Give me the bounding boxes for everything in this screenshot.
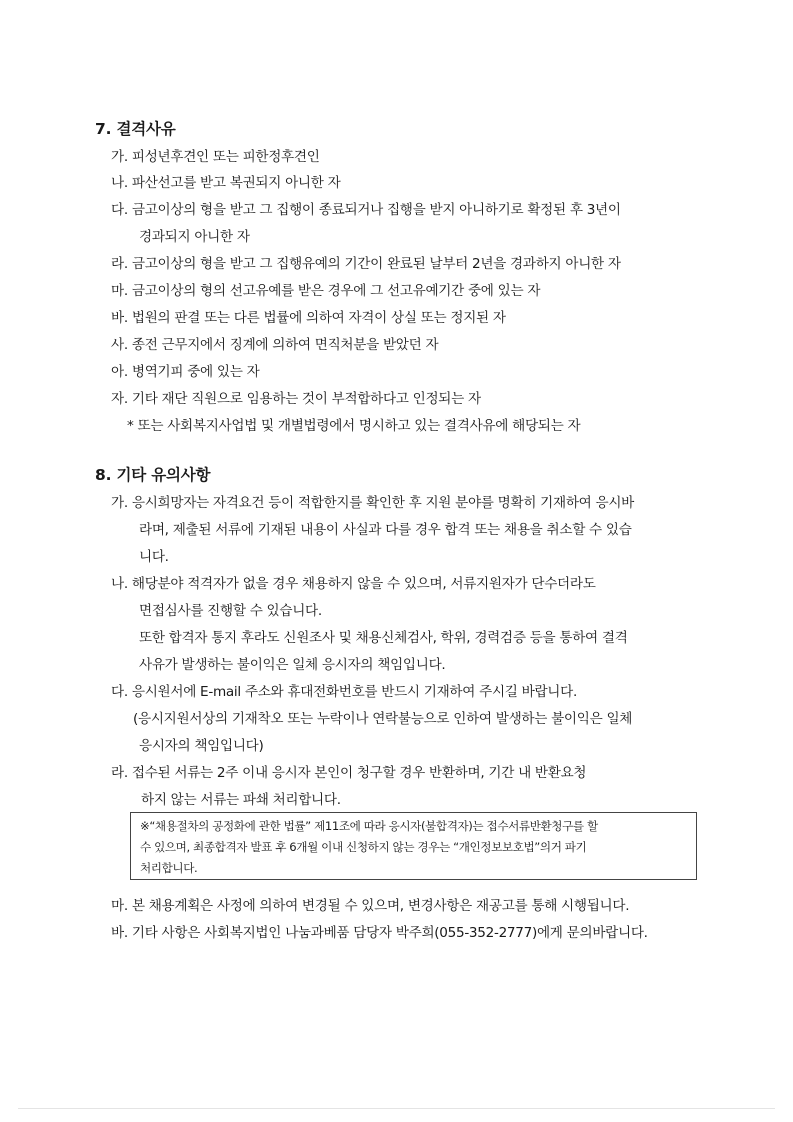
section-8-item-na-cont3: 사유가 발생하는 불이익은 일체 응시자의 책임입니다. <box>139 657 446 673</box>
section-8-item-ga-cont1: 라며, 제출된 서류에 기재된 내용이 사실과 다를 경우 합격 또는 채용을 취소할 수 있습 <box>139 522 632 538</box>
notice-line-2: 수 있으며, 최종합격자 발표 후 6개월 이내 신청하지 않는 경우는 “개인정보보호법”의거 파기 <box>140 840 587 854</box>
section-8-item-da-cont2: 응시자의 책임입니다) <box>139 738 264 754</box>
section-7-footnote: * 또는 사회복지사업법 및 개별법령에서 명시하고 있는 결격사유에 해당되는 자 <box>127 418 581 434</box>
page-bottom-rule <box>18 1108 775 1109</box>
section-8-item-ra-cont: 하지 않는 서류는 파쇄 처리합니다. <box>141 792 341 808</box>
section-8-item-ra: 라. 접수된 서류는 2주 이내 응시자 본인이 청구할 경우 반환하며, 기간 내 반환요청 <box>111 765 587 781</box>
section-7-item-a: 아. 병역기피 중에 있는 자 <box>111 364 260 380</box>
notice-line-3: 처리합니다. <box>140 861 198 875</box>
section-8-item-da-cont1: (응시지원서상의 기재착오 또는 누락이나 연락불능으로 인하여 발생하는 불이익은 일체 <box>133 711 633 727</box>
section-7-item-na: 나. 파산선고를 받고 복권되지 아니한 자 <box>111 175 341 191</box>
notice-box <box>130 812 697 880</box>
section-8-item-ma: 마. 본 채용계획은 사정에 의하여 변경될 수 있으며, 변경사항은 재공고를 통해 시행됩니다. <box>111 898 630 914</box>
section-8-item-na-cont1: 면접심사를 진행할 수 있습니다. <box>139 603 322 619</box>
section-8-item-ga-cont2: 니다. <box>139 549 169 565</box>
section-7-item-da: 다. 금고이상의 형을 받고 그 집행이 종료되거나 집행을 받지 아니하기로 확정된 후 3년이 <box>111 202 621 218</box>
section-7-item-sa: 사. 종전 근무지에서 징계에 의하여 면직처분을 받았던 자 <box>111 337 439 353</box>
section-8-item-na: 나. 해당분야 적격자가 없을 경우 채용하지 않을 수 있으며, 서류지원자가 단수더라도 <box>111 576 596 592</box>
section-7-item-ra: 라. 금고이상의 형을 받고 그 집행유예의 기간이 완료된 날부터 2년을 경과하지 아니한 자 <box>111 256 621 272</box>
section-7-title: 7. 결격사유 <box>95 120 176 138</box>
notice-line-1: ※“채용절차의 공정화에 관한 법률” 제11조에 따라 응시자(불합격자)는 접수서류반환청구를 할 <box>140 819 598 833</box>
section-8-item-ba: 바. 기타 사항은 사회복지법인 나눔과베품 담당자 박주희(055-352-2777)에게 문의바랍니다. <box>111 925 648 941</box>
section-7-item-ba: 바. 법원의 판결 또는 다른 법률에 의하여 자격이 상실 또는 정지된 자 <box>111 310 506 326</box>
section-7-item-ga: 가. 피성년후견인 또는 피한정후견인 <box>111 149 320 165</box>
section-8-title: 8. 기타 유의사항 <box>95 466 211 484</box>
section-8-item-da: 다. 응시원서에 E-mail 주소와 휴대전화번호를 반드시 기재하여 주시길 바랍니다. <box>111 684 577 700</box>
section-7-item-ja: 자. 기타 재단 직원으로 임용하는 것이 부적합하다고 인정되는 자 <box>111 391 481 407</box>
section-8-item-na-cont2: 또한 합격자 통지 후라도 신원조사 및 채용신체검사, 학위, 경력검증 등을 통하여 결격 <box>139 630 628 646</box>
section-7-item-ma: 마. 금고이상의 형의 선고유예를 받은 경우에 그 선고유예기간 중에 있는 자 <box>111 283 541 299</box>
section-8-item-ga: 가. 응시희망자는 자격요건 등이 적합한지를 확인한 후 지원 분야를 명확히 기재하여 응시바 <box>111 495 635 511</box>
section-7-item-da-cont: 경과되지 아니한 자 <box>139 229 250 245</box>
